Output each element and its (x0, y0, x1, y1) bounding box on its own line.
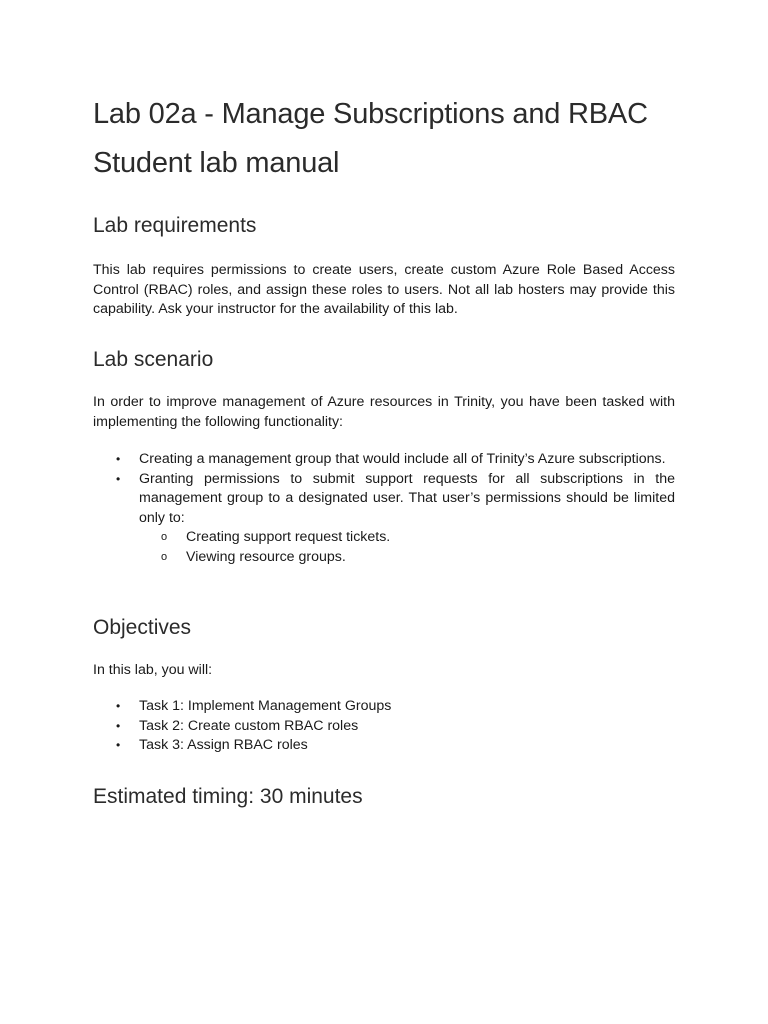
objectives-intro: In this lab, you will: (93, 662, 213, 678)
bullet-icon: • (116, 738, 121, 752)
document-subtitle: Student lab manual (93, 147, 340, 179)
lab-requirements-heading: Lab requirements (93, 214, 257, 237)
list-item (93, 736, 675, 756)
sublist-item (139, 528, 675, 548)
list-item (93, 450, 675, 470)
sub-bullet-icon: o (161, 550, 168, 563)
bullet-icon: • (116, 452, 121, 466)
objectives-heading: Objectives (93, 616, 192, 639)
list-item-text: Task 1: Implement Management Groups (139, 698, 392, 714)
document-title: Lab 02a - Manage Subscriptions and RBAC (93, 98, 648, 130)
list-item (93, 717, 675, 737)
list-item-text: Task 3: Assign RBAC roles (139, 737, 308, 753)
sublist-item (139, 548, 675, 568)
bullet-icon: • (116, 471, 121, 486)
lab-scenario-heading: Lab scenario (93, 348, 214, 371)
sub-bullet-icon: o (161, 531, 168, 543)
list-item-text: Granting permissions to submit support requests for all subscriptions in the management group to a designated user. That user’s permissions should be limited only to: (139, 470, 675, 526)
list-item-text: Creating a management group that would include all of Trinity’s Azure subscriptions. (139, 451, 666, 467)
list-item-text: Task 2: Create custom RBAC roles (139, 717, 359, 734)
lab-requirements-text: This lab requires permissions to create users, create custom Azure Role Based Access Control (RBAC) roles, and assign these roles to users. Not all lab hosters may provide this capability. Ask your instructor for the availability of this lab. (93, 262, 675, 317)
bullet-icon: • (116, 699, 121, 713)
list-item (93, 697, 675, 717)
sublist-item-text: Creating support request tickets. (186, 529, 391, 545)
objectives-list (93, 697, 675, 756)
estimated-timing-heading: Estimated timing: 30 minutes (93, 785, 363, 808)
scenario-list (93, 450, 675, 567)
sublist-item-text: Viewing resource groups. (186, 548, 346, 565)
lab-scenario-intro: In order to improve management of Azure resources in Trinity, you have been tasked with implementing the following functionality: (93, 394, 675, 430)
bullet-icon: • (116, 718, 121, 733)
scenario-sublist (139, 528, 675, 567)
list-item (93, 470, 675, 568)
